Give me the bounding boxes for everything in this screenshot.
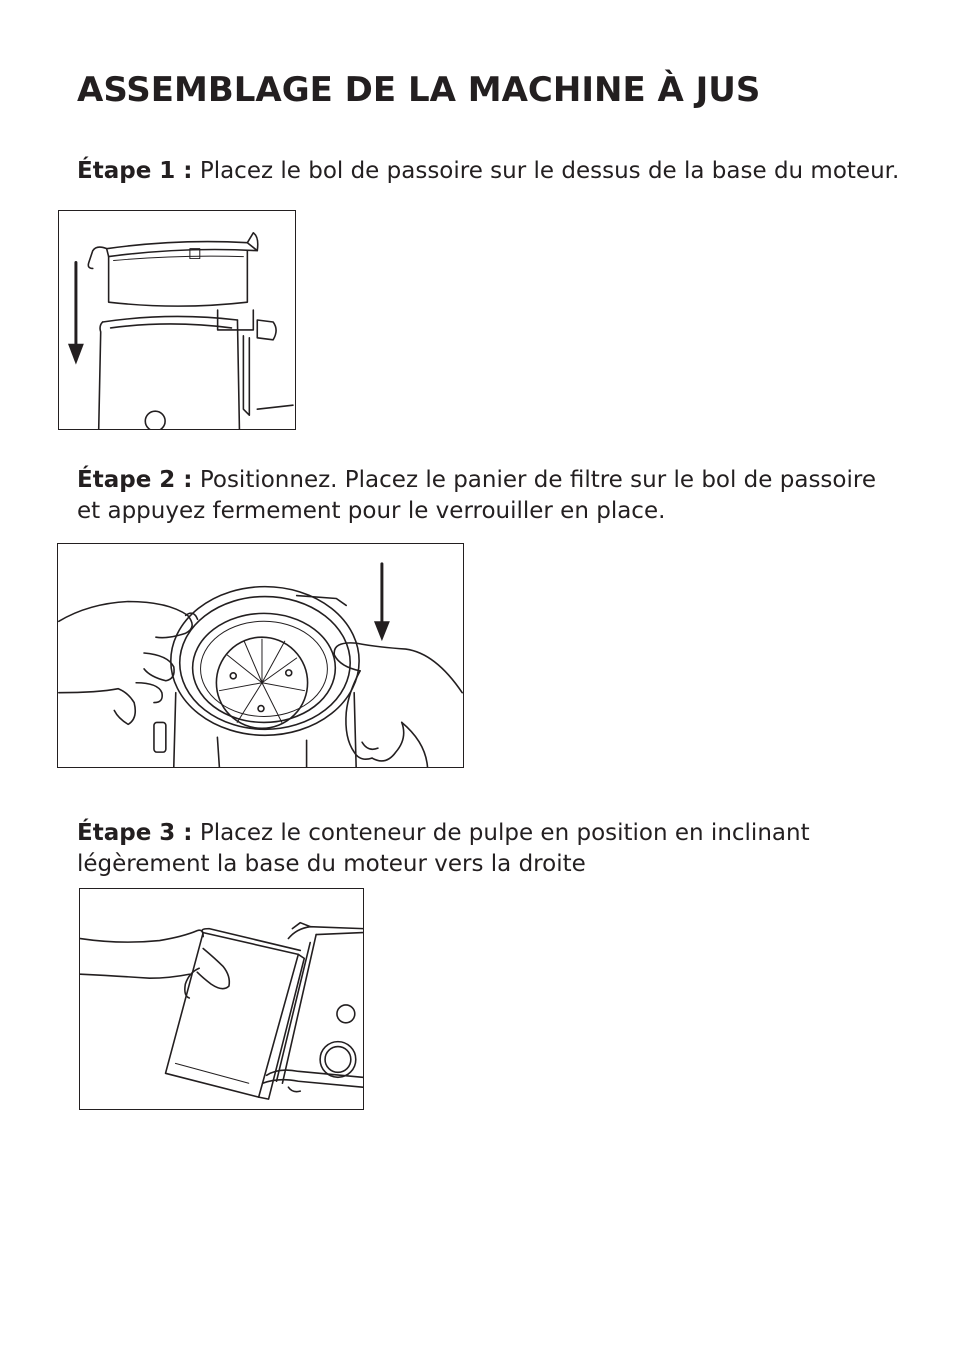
arrow-down-icon: [374, 564, 390, 641]
left-hand: [59, 601, 198, 724]
filter-basket: [171, 587, 359, 736]
pulp-container-placement-drawing: [80, 889, 363, 1109]
pulp-container: [166, 929, 305, 1099]
hand: [80, 930, 229, 998]
arrow-down-icon: [68, 263, 84, 365]
filter-basket-placement-drawing: [58, 544, 463, 767]
motor-base: [154, 693, 356, 767]
step-3-illustration: [79, 888, 364, 1110]
step-2-label: Étape 2 :: [77, 467, 193, 493]
step-1-description: Placez le bol de passoire sur le dessus de la base du moteur.: [199, 158, 900, 184]
step-2-text: [77, 465, 876, 527]
step-3-description: Placez le conteneur de pulpe en position en inclinant: [199, 820, 810, 846]
strainer-bowl-on-motor-base-drawing: [59, 211, 295, 429]
step-3-description-line2: légèrement la base du moteur vers la droite: [77, 851, 586, 877]
step-3-text: [77, 818, 810, 880]
page-title: ASSEMBLAGE DE LA MACHINE À JUS: [77, 70, 761, 110]
motor-base: [99, 310, 293, 429]
step-1-illustration: [58, 210, 296, 430]
step-2-description: Positionnez. Placez le panier de filtre sur le bol de passoire: [199, 467, 876, 493]
step-2-description-line2: et appuyez fermement pour le verrouiller en place.: [77, 498, 666, 524]
step-2-illustration: [57, 543, 464, 768]
right-hand: [334, 643, 462, 767]
step-3-label: Étape 3 :: [77, 820, 193, 846]
step-1-label: Étape 1 :: [77, 158, 193, 184]
strainer-bowl: [88, 233, 257, 306]
step-1-text: [77, 156, 899, 187]
